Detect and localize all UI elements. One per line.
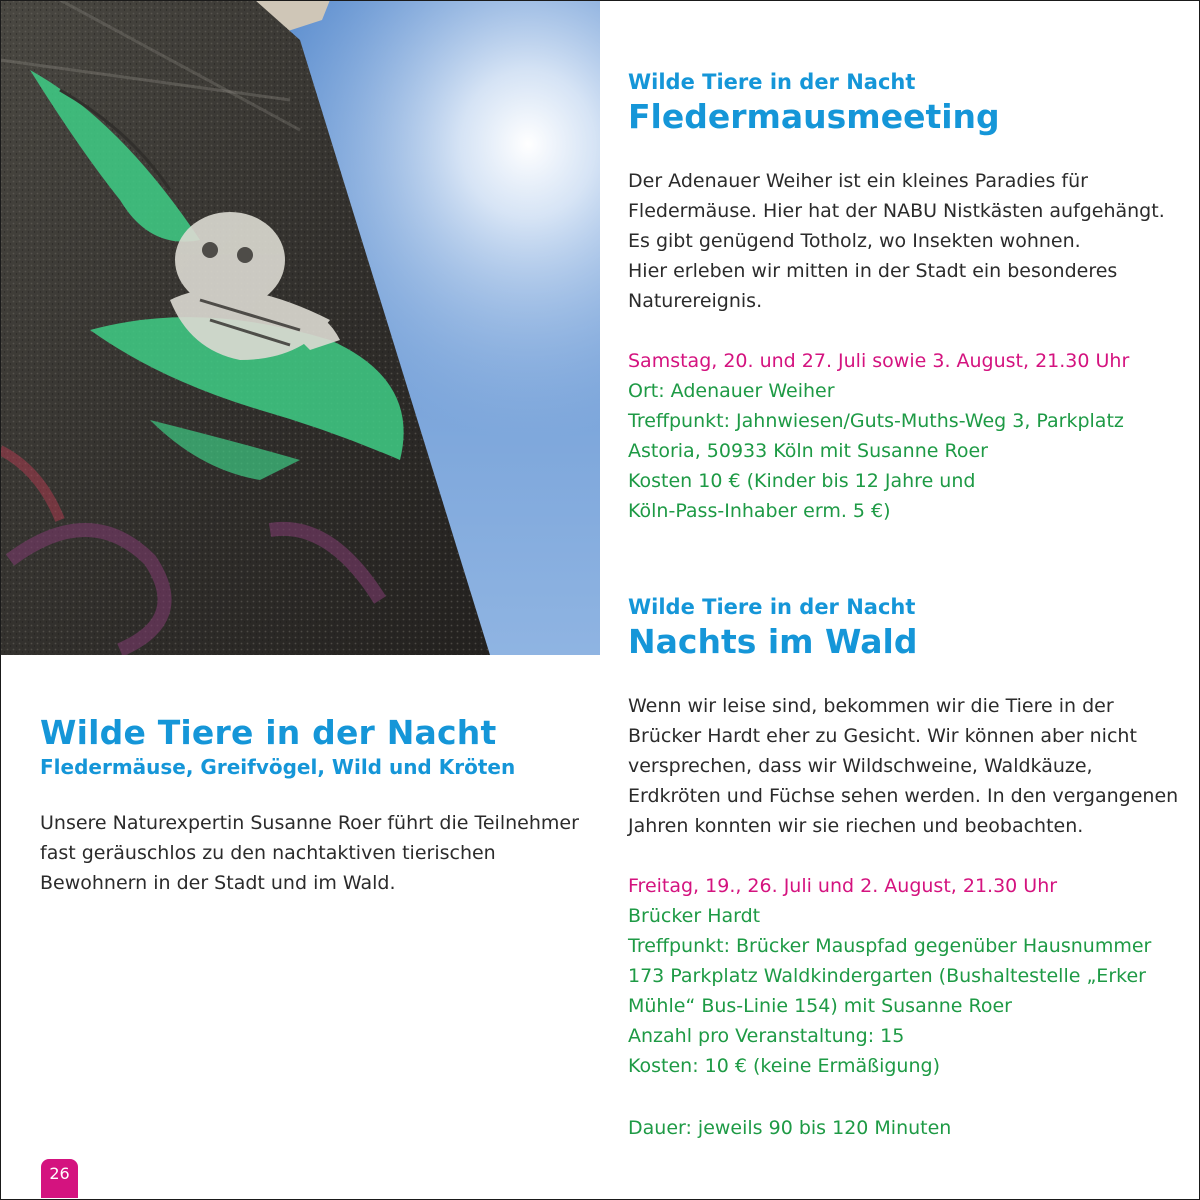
intro-title: Wilde Tiere in der Nacht [40, 713, 497, 752]
event2-info-line: Mühle“ Bus-Linie 154) mit Susanne Roer [628, 995, 1012, 1017]
event2-body-line: Erdkröten und Füchse sehen werden. In den vergangenen [628, 785, 1179, 807]
event1-body-line: Es gibt genügend Totholz, wo Insekten wohnen. [628, 230, 1081, 252]
event2-duration: Dauer: jeweils 90 bis 120 Minuten [628, 1117, 952, 1139]
event1-info-line: Astoria, 50933 Köln mit Susanne Roer [628, 440, 988, 462]
event2-body-line: versprechen, dass wir Wildschweine, Waldkäuze, [628, 755, 1093, 777]
event2-date: Freitag, 19., 26. Juli und 2. August, 21.30 Uhr [628, 875, 1058, 897]
event2-body-line: Brücker Hardt eher zu Gesicht. Wir können aber nicht [628, 725, 1137, 747]
header-photo [0, 0, 600, 655]
page-number: 26 [41, 1159, 78, 1198]
event1-body-line: Fledermäuse. Hier hat der NABU Nistkästen aufgehängt. [628, 200, 1165, 222]
event1-date: Samstag, 20. und 27. Juli sowie 3. August, 21.30 Uhr [628, 350, 1130, 372]
event2-body-line: Wenn wir leise sind, bekommen wir die Tiere in der [628, 695, 1114, 717]
graffiti-tower-image [0, 0, 600, 655]
intro-section [40, 712, 580, 898]
event1-kicker: Wilde Tiere in der Nacht [628, 70, 916, 94]
event2-title: Nachts im Wald [628, 622, 918, 661]
event1-body-line: Der Adenauer Weiher ist ein kleines Paradies für [628, 170, 1088, 192]
event2-body-line: Jahren konnten wir sie riechen und beobachten. [628, 815, 1084, 837]
event1-info-line: Köln-Pass-Inhaber erm. 5 €) [628, 500, 891, 522]
event2-info-line: 173 Parkplatz Waldkindergarten (Bushaltestelle „Erker [628, 965, 1146, 987]
event2-kicker: Wilde Tiere in der Nacht [628, 595, 916, 619]
event1-info-line: Kosten 10 € (Kinder bis 12 Jahre und [628, 470, 976, 492]
event2-info-line: Anzahl pro Veranstaltung: 15 [628, 1025, 905, 1047]
event-fledermausmeeting [628, 68, 1173, 526]
intro-subtitle: Fledermäuse, Greifvögel, Wild und Kröten [40, 755, 516, 779]
event1-body-line: Hier erleben wir mitten in der Stadt ein besonderes [628, 260, 1118, 282]
event1-title: Fledermausmeeting [628, 97, 1000, 136]
event2-info-line: Kosten: 10 € (keine Ermäßigung) [628, 1055, 940, 1077]
event1-info-line: Treffpunkt: Jahnwiesen/Guts-Muths-Weg 3, Parkplatz [628, 410, 1124, 432]
event1-body-line: Naturereignis. [628, 290, 763, 312]
event2-body [628, 691, 1179, 841]
event1-info-line: Ort: Adenauer Weiher [628, 380, 835, 402]
event2-info-line: Treffpunkt: Brücker Mauspfad gegenüber Hausnummer [628, 935, 1152, 957]
intro-text: Unsere Naturexpertin Susanne Roer führt die Teilnehmer fast geräuschlos zu den nachtaktiven tierischen Bewohnern in der Stadt und im Wald. [40, 812, 579, 894]
event1-body [628, 166, 1173, 316]
event-nachts-im-wald [628, 593, 1179, 1143]
event2-info-line: Brücker Hardt [628, 905, 761, 927]
